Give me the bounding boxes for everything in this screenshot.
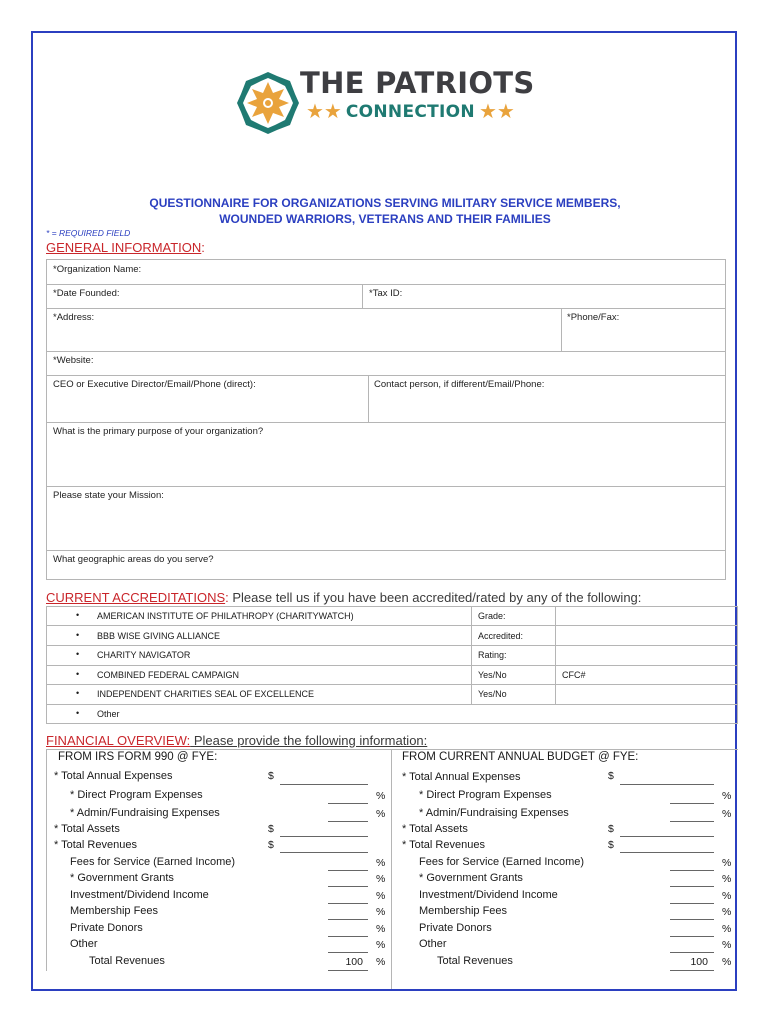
total-revenues-percent-value: 100 [345, 956, 363, 968]
budget-total-assets-label: * Total Assets [402, 823, 468, 835]
percent-sign: % [376, 873, 386, 885]
private-donors-input[interactable] [328, 936, 368, 937]
percent-sign: % [722, 790, 732, 802]
table-divider [46, 284, 726, 285]
table-divider [46, 422, 726, 423]
investment-dividend-label: Investment/Dividend Income [70, 889, 209, 901]
website-field[interactable]: *Website: [53, 355, 94, 366]
accreditation-row [46, 665, 738, 685]
table-divider [391, 749, 392, 989]
percent-sign: % [376, 808, 386, 820]
budget-admin-fundraising-label: * Admin/Fundraising Expenses [419, 807, 569, 819]
budget-fees-for-service-input[interactable] [670, 870, 714, 871]
membership-fees-label: Membership Fees [70, 905, 159, 917]
bullet: • [76, 708, 80, 718]
percent-sign: % [722, 890, 732, 902]
accreditation-row [46, 684, 738, 704]
budget-membership-fees-input[interactable] [670, 919, 714, 920]
accreditation-row [46, 606, 738, 626]
table-divider [46, 308, 726, 309]
dollar-sign: $ [608, 823, 614, 835]
percent-sign: % [376, 790, 386, 802]
budget-total-revenues-label: * Total Revenues [402, 839, 485, 851]
budget-total-annual-expenses-input[interactable] [620, 784, 714, 785]
percent-sign: % [722, 857, 732, 869]
budget-fees-for-service-label: Fees for Service (Earned Income) [419, 856, 585, 868]
table-divider [368, 375, 369, 422]
private-donors-label: Private Donors [70, 922, 143, 934]
accreditation-label[interactable]: Accredited: [478, 631, 524, 641]
star-emblem-icon [236, 68, 300, 138]
bullet: • [76, 649, 80, 659]
accreditation-name: AMERICAN INSTITUTE OF PHILATHROPY (CHARITYWATCH) [97, 611, 354, 621]
total-annual-expenses-input[interactable] [280, 784, 368, 785]
table-divider [46, 486, 726, 487]
date-founded-field[interactable]: *Date Founded: [53, 288, 120, 299]
total-assets-input[interactable] [280, 836, 368, 837]
budget-direct-program-input[interactable] [670, 803, 714, 804]
total-revenues-label: * Total Revenues [54, 839, 137, 851]
table-divider [46, 550, 726, 551]
percent-sign: % [722, 808, 732, 820]
dollar-sign: $ [608, 770, 614, 782]
general-information-heading: GENERAL INFORMATION: [46, 240, 205, 255]
table-divider [561, 308, 562, 351]
budget-private-donors-label: Private Donors [419, 922, 492, 934]
budget-government-grants-label: * Government Grants [419, 872, 523, 884]
accreditation-label[interactable]: Rating: [478, 650, 507, 660]
patriots-connection-logo [236, 66, 536, 146]
membership-fees-input[interactable] [328, 919, 368, 920]
budget-admin-fundraising-input[interactable] [670, 821, 714, 822]
accreditation-name: CHARITY NAVIGATOR [97, 650, 191, 660]
budget-investment-dividend-input[interactable] [670, 903, 714, 904]
dollar-sign: $ [268, 839, 274, 851]
accreditation-name: BBB WISE GIVING ALLIANCE [97, 631, 221, 641]
fees-for-service-input[interactable] [328, 870, 368, 871]
direct-program-input[interactable] [328, 803, 368, 804]
bullet: • [76, 688, 80, 698]
accreditation-label[interactable]: Grade: [478, 611, 506, 621]
logo-title: THE PATRIOTS [300, 66, 535, 100]
geographic-areas-field[interactable]: What geographic areas do you serve? [53, 554, 214, 565]
accreditation-label[interactable]: Yes/No [478, 689, 507, 699]
required-field-note: * = REQUIRED FIELD [46, 228, 131, 238]
financial-overview-heading: FINANCIAL OVERVIEW: Please provide the following information: [46, 733, 428, 748]
dollar-sign: $ [608, 839, 614, 851]
budget-total-revenues-input[interactable] [620, 852, 714, 853]
bullet: • [76, 610, 80, 620]
tax-id-field[interactable]: *Tax ID: [369, 288, 403, 299]
other-income-input[interactable] [328, 952, 368, 953]
budget-private-donors-input[interactable] [670, 936, 714, 937]
address-field[interactable]: *Address: [53, 312, 95, 323]
bullet: • [76, 669, 80, 679]
logo-subtitle-row [306, 102, 515, 122]
budget-government-grants-input[interactable] [670, 886, 714, 887]
percent-sign: % [376, 923, 386, 935]
direct-program-expenses-label: * Direct Program Expenses [70, 789, 203, 801]
total-assets-label: * Total Assets [54, 823, 120, 835]
table-divider [46, 351, 726, 352]
percent-sign: % [376, 956, 386, 968]
total-revenues-input[interactable] [280, 852, 368, 853]
government-grants-label: * Government Grants [70, 872, 174, 884]
accreditation-row [46, 645, 738, 665]
budget-investment-dividend-label: Investment/Dividend Income [419, 889, 558, 901]
irs-form-990-heading: FROM IRS FORM 990 @ FYE: [58, 751, 218, 763]
accreditation-name[interactable]: Other [97, 709, 120, 719]
admin-fundraising-input[interactable] [328, 821, 368, 822]
logo-subtitle: CONNECTION [345, 102, 475, 122]
accreditations-heading: CURRENT ACCREDITATIONS: Please tell us if you have been accredited/rated by any of the following: [46, 590, 642, 605]
cfc-number-field[interactable]: CFC# [562, 670, 586, 680]
percent-sign: % [722, 906, 732, 918]
ceo-contact-field[interactable]: CEO or Executive Director/Email/Phone (direct): [53, 379, 256, 390]
accreditation-row [46, 626, 738, 646]
government-grants-input[interactable] [328, 886, 368, 887]
dollar-sign: $ [268, 770, 274, 782]
percent-sign: % [376, 939, 386, 951]
current-budget-heading: FROM CURRENT ANNUAL BUDGET @ FYE: [402, 751, 639, 763]
budget-other-income-input[interactable] [670, 952, 714, 953]
total-annual-expenses-label: * Total Annual Expenses [54, 770, 173, 782]
percent-sign: % [722, 939, 732, 951]
fees-for-service-label: Fees for Service (Earned Income) [70, 856, 236, 868]
percent-sign: % [376, 890, 386, 902]
budget-total-revenues-sum-underline [670, 970, 714, 971]
percent-sign: % [722, 873, 732, 885]
accreditation-row [46, 704, 738, 724]
percent-sign: % [376, 857, 386, 869]
form-title-line-1: QUESTIONNAIRE FOR ORGANIZATIONS SERVING MILITARY SERVICE MEMBERS, [149, 196, 621, 210]
budget-total-revenues-sum-label: Total Revenues [437, 955, 513, 967]
investment-dividend-input[interactable] [328, 903, 368, 904]
other-income-label: Other [70, 938, 98, 950]
star-icon: ★★ [306, 101, 342, 123]
form-title-line-2: WOUNDED WARRIORS, VETERANS AND THEIR FAMILIES [219, 212, 551, 226]
budget-total-annual-expenses-label: * Total Annual Expenses [402, 771, 521, 783]
mission-field[interactable]: Please state your Mission: [53, 490, 164, 501]
budget-direct-program-label: * Direct Program Expenses [419, 789, 552, 801]
budget-other-income-label: Other [419, 938, 447, 950]
primary-purpose-field[interactable]: What is the primary purpose of your organization? [53, 426, 264, 437]
contact-person-field[interactable]: Contact person, if different/Email/Phone: [374, 379, 545, 390]
phone-fax-field[interactable]: *Phone/Fax: [567, 312, 620, 323]
budget-total-assets-input[interactable] [620, 836, 714, 837]
table-divider [46, 749, 47, 971]
bullet: • [76, 630, 80, 640]
accreditation-label[interactable]: Yes/No [478, 670, 507, 680]
accreditation-name: INDEPENDENT CHARITIES SEAL OF EXCELLENCE [97, 689, 315, 699]
total-revenues-sum-underline [328, 970, 368, 971]
budget-membership-fees-label: Membership Fees [419, 905, 508, 917]
accreditation-name: COMBINED FEDERAL CAMPAIGN [97, 670, 240, 680]
percent-sign: % [722, 956, 732, 968]
table-divider [46, 749, 738, 750]
admin-fundraising-label: * Admin/Fundraising Expenses [70, 807, 220, 819]
percent-sign: % [722, 923, 732, 935]
table-divider [46, 375, 726, 376]
percent-sign: % [376, 906, 386, 918]
organization-name-field[interactable]: *Organization Name: [53, 264, 142, 275]
budget-total-revenues-percent-value: 100 [690, 956, 708, 968]
total-revenues-sum-label: Total Revenues [89, 955, 165, 967]
table-divider [362, 284, 363, 308]
dollar-sign: $ [268, 823, 274, 835]
star-icon: ★★ [478, 101, 515, 123]
